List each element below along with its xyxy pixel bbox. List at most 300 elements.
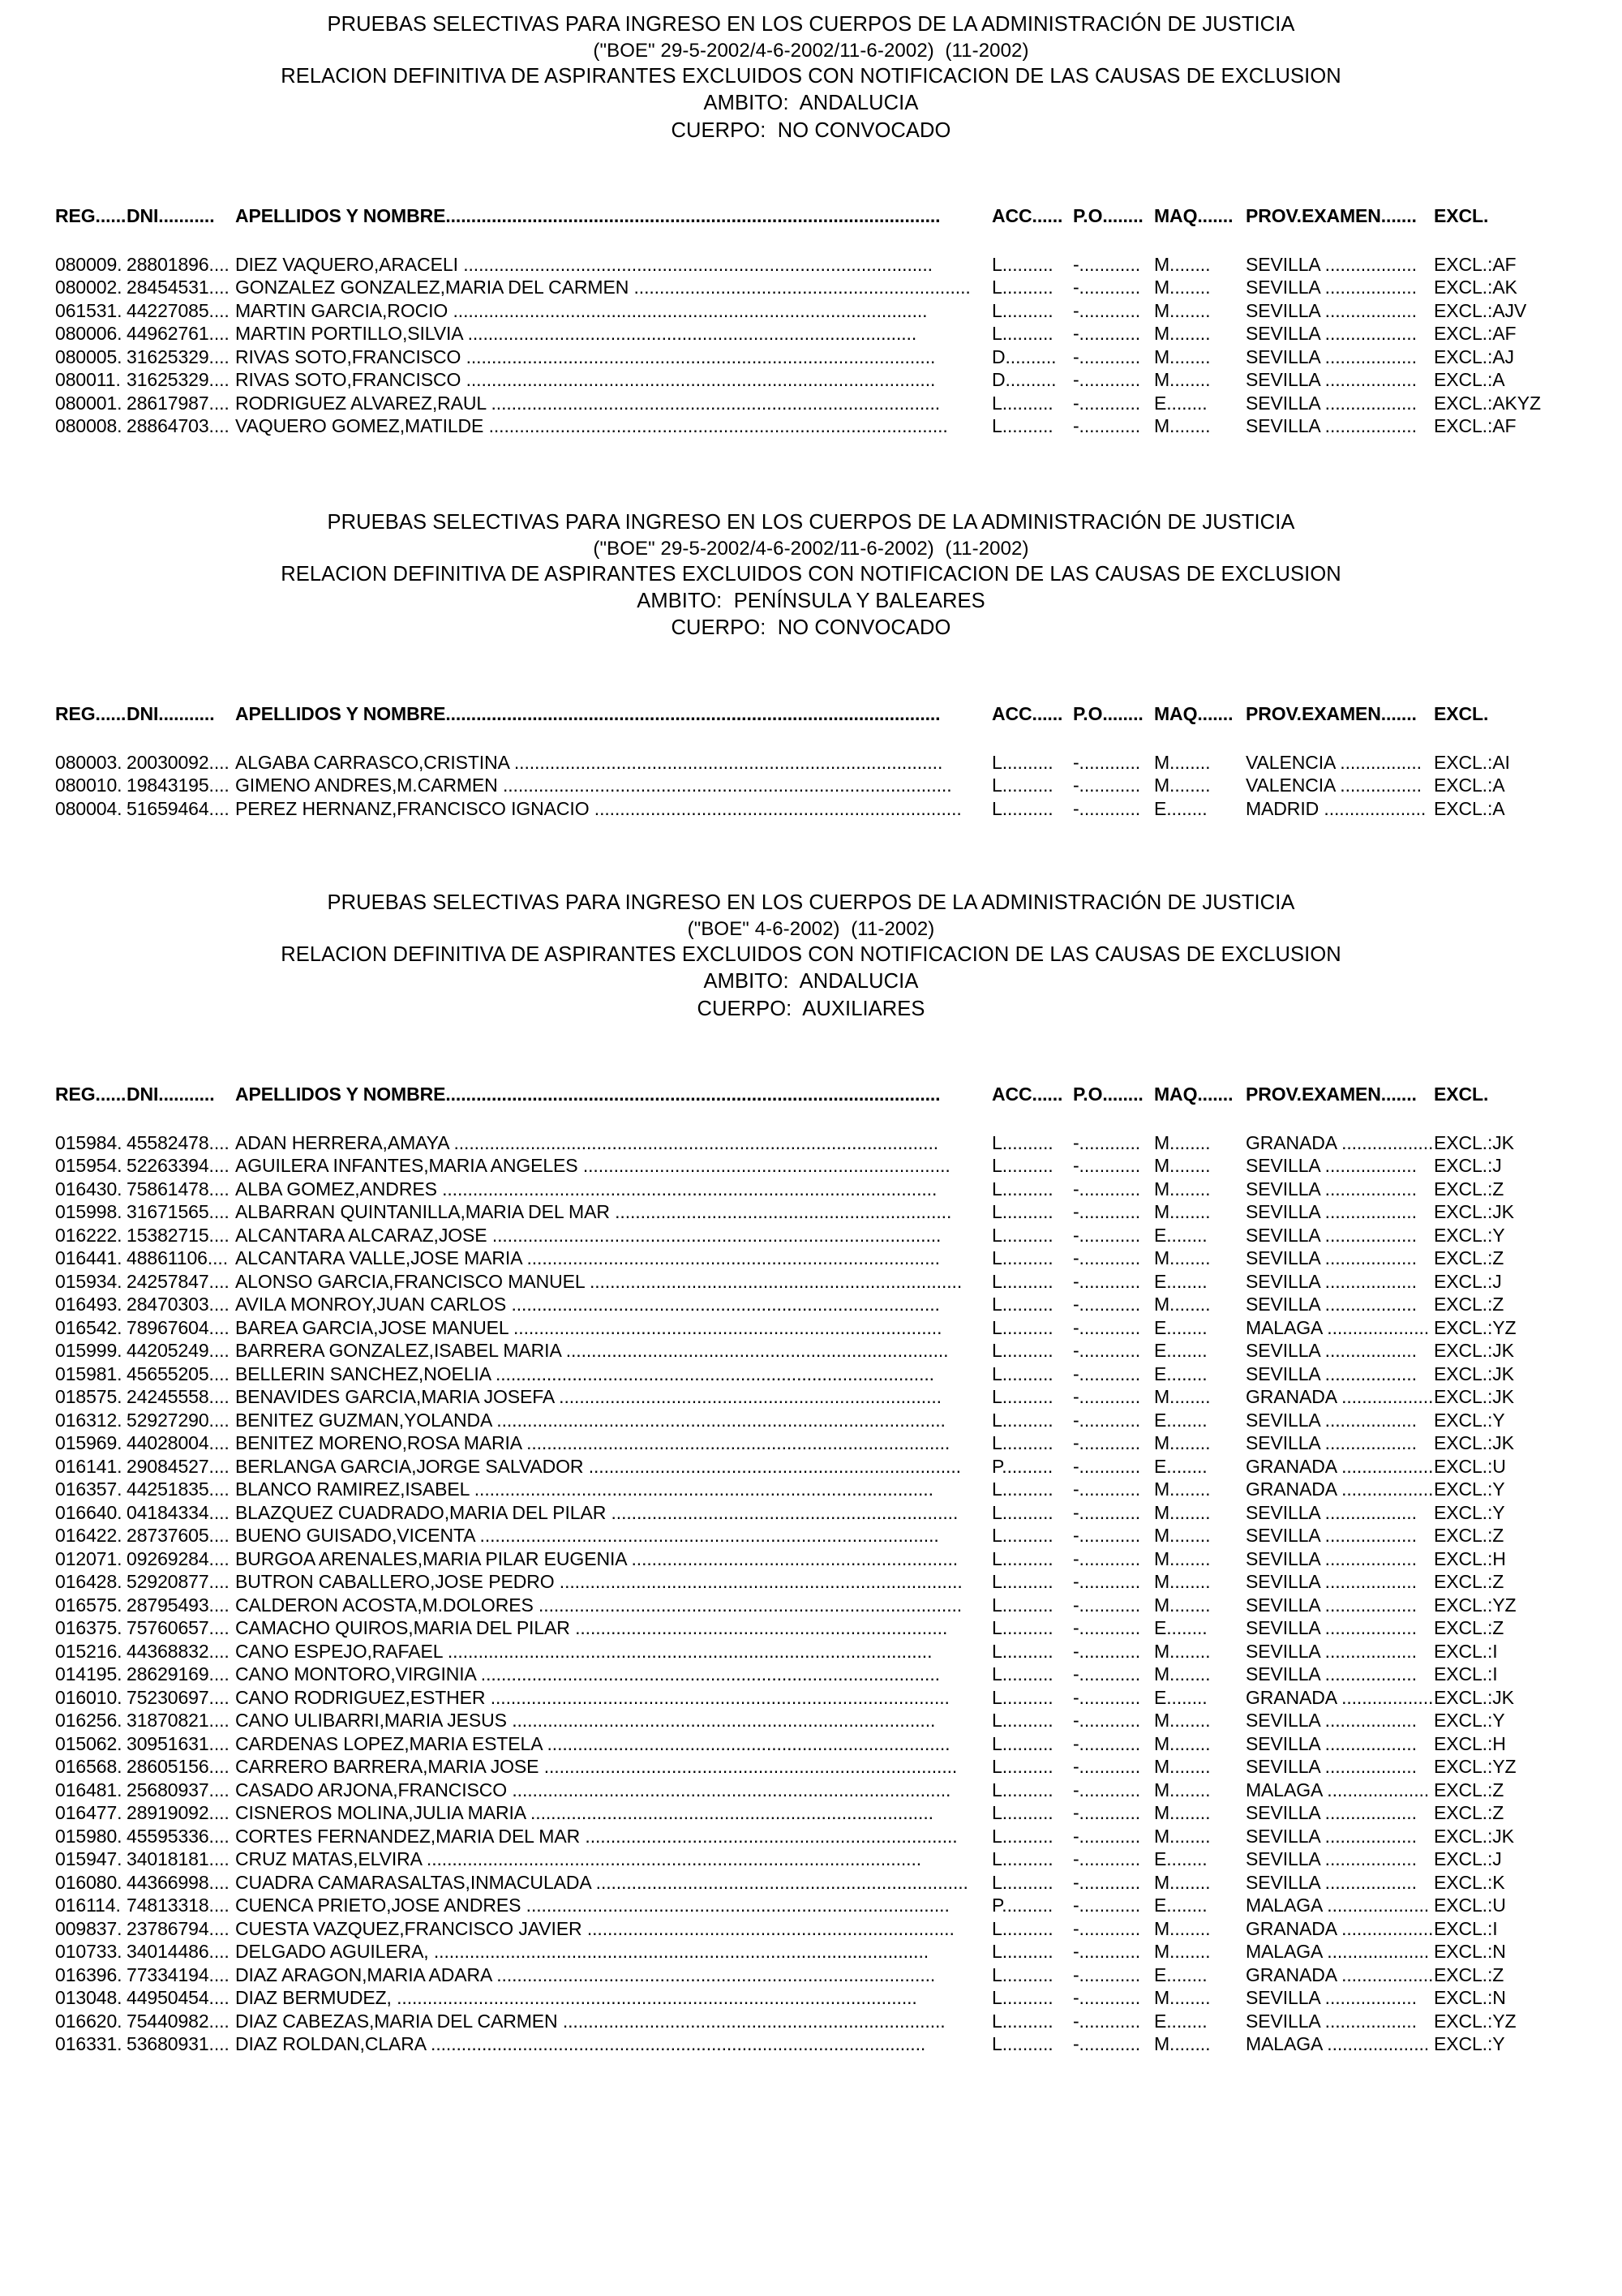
- cell-acc: P..........: [992, 1895, 1053, 1916]
- cell-dni: 31625329....: [127, 369, 230, 391]
- cell-nombre: DIAZ BERMUDEZ, ......................................................................................................: [235, 1987, 917, 2009]
- cell-excl: EXCL.:A: [1434, 775, 1505, 796]
- cell-maq: M........: [1154, 1201, 1211, 1223]
- cell-acc: L..........: [992, 415, 1053, 437]
- cell-reg: 014195.: [55, 1663, 122, 1685]
- table-row: [55, 1547, 1622, 1571]
- table-row: [55, 1594, 1622, 1617]
- cell-excl: EXCL.:JK: [1434, 1363, 1514, 1384]
- table-row: [55, 751, 1622, 775]
- cell-maq: M........: [1154, 1663, 1211, 1685]
- cell-dni: 44251835....: [127, 1478, 230, 1500]
- cell-excl: EXCL.:Z: [1434, 1779, 1504, 1800]
- cell-dni: 78967604....: [127, 1316, 230, 1338]
- cell-maq: E........: [1154, 1340, 1208, 1362]
- table-row: [55, 345, 1622, 369]
- cell-dni: 20030092....: [127, 751, 230, 773]
- cell-acc: L..........: [992, 1825, 1053, 1847]
- table-row: [55, 1640, 1622, 1663]
- cell-maq: M........: [1154, 751, 1211, 773]
- cell-dni: 28801896....: [127, 253, 230, 275]
- table-row: [55, 1385, 1622, 1409]
- cell-po: -............: [1073, 323, 1141, 345]
- cell-nombre: CALDERON ACOSTA,M.DOLORES ...................................................................................: [235, 1594, 963, 1616]
- cell-reg: 080001.: [55, 392, 122, 414]
- cell-po: -............: [1073, 1802, 1141, 1824]
- table-row: [55, 1570, 1622, 1594]
- cell-maq: E........: [1154, 1617, 1208, 1639]
- cell-nombre: BURGOA ARENALES,MARIA PILAR EUGENIA ................................................................: [235, 1547, 959, 1569]
- cell-excl: EXCL.:YZ: [1434, 1316, 1517, 1338]
- table-row: [55, 1963, 1622, 1987]
- cell-reg: 061531.: [55, 299, 122, 321]
- cell-reg: 018575.: [55, 1386, 122, 1408]
- cell-nombre: ALCANTARA VALLE,JOSE MARIA .................................................................................: [235, 1247, 940, 1269]
- cell-nombre: CUENCA PRIETO,JOSE ANDRES ...................................................................................: [235, 1895, 950, 1916]
- cell-po: -............: [1073, 1895, 1141, 1916]
- cell-nombre: RIVAS SOTO,FRANCISCO ............................................................................................: [235, 369, 936, 391]
- cell-nombre: BENITEZ GUZMAN,YOLANDA ........................................................................................: [235, 1409, 946, 1431]
- cell-prov: SEVILLA ..................: [1246, 392, 1417, 414]
- cell-reg: 015980.: [55, 1825, 122, 1847]
- cell-dni: 31870821....: [127, 1710, 230, 1732]
- cell-po: -............: [1073, 1732, 1141, 1754]
- cell-dni: 28795493....: [127, 1594, 230, 1616]
- cell-maq: M........: [1154, 1501, 1211, 1523]
- table-row: [55, 1686, 1622, 1710]
- cell-dni: 24245558....: [127, 1386, 230, 1408]
- cell-prov: SEVILLA ..................: [1246, 1155, 1417, 1177]
- cell-nombre: CUADRA CAMARASALTAS,INMACULADA .........................................................................: [235, 1871, 968, 1893]
- cell-excl: EXCL.:K: [1434, 1871, 1505, 1893]
- cell-excl: EXCL.:Z: [1434, 1571, 1504, 1593]
- cell-excl: EXCL.:AK: [1434, 277, 1517, 298]
- cell-maq: M........: [1154, 1571, 1211, 1593]
- cell-reg: 013048.: [55, 1987, 122, 2009]
- cell-nombre: ALBARRAN QUINTANILLA,MARIA DEL MAR ..................................................................: [235, 1201, 952, 1223]
- column-header-acc: ACC......: [992, 1083, 1063, 1105]
- cell-maq: M........: [1154, 1131, 1211, 1153]
- cell-nombre: RODRIGUEZ ALVAREZ,RAUL ........................................................................................: [235, 392, 941, 414]
- cell-prov: SEVILLA ..................: [1246, 1987, 1417, 2009]
- cell-nombre: ALGABA CARRASCO,CRISTINA ....................................................................................: [235, 751, 943, 773]
- cell-acc: L..........: [992, 1848, 1053, 1870]
- cell-reg: 016542.: [55, 1316, 122, 1338]
- cell-nombre: GIMENO ANDRES,M.CARMEN ........................................................................................: [235, 775, 952, 796]
- cell-maq: E........: [1154, 1409, 1208, 1431]
- cell-nombre: DIAZ CABEZAS,MARIA DEL CARMEN ...........................................................................: [235, 2010, 946, 2032]
- cell-po: -............: [1073, 345, 1141, 367]
- section-heading: [0, 890, 1622, 1023]
- cell-po: -............: [1073, 1270, 1141, 1292]
- cell-reg: 012071.: [55, 1547, 122, 1569]
- column-header-po: P.O........: [1073, 702, 1144, 724]
- cell-dni: 28454531....: [127, 277, 230, 298]
- cell-reg: 080011.: [55, 369, 121, 391]
- cell-maq: M........: [1154, 2033, 1211, 2055]
- cell-reg: 080009.: [55, 253, 122, 275]
- cell-maq: M........: [1154, 1155, 1211, 1177]
- cell-prov: SEVILLA ..................: [1246, 2010, 1417, 2032]
- cell-maq: M........: [1154, 775, 1211, 796]
- cell-excl: EXCL.:U: [1434, 1895, 1506, 1916]
- cell-prov: SEVILLA ..................: [1246, 1848, 1417, 1870]
- cell-dni: 52927290....: [127, 1409, 230, 1431]
- cell-maq: M........: [1154, 1432, 1211, 1454]
- cell-excl: EXCL.:AJ: [1434, 345, 1514, 367]
- cell-po: -............: [1073, 1340, 1141, 1362]
- cell-prov: SEVILLA ..................: [1246, 1178, 1417, 1199]
- cell-nombre: CORTES FERNANDEZ,MARIA DEL MAR .........................................................................: [235, 1825, 958, 1847]
- cell-prov: GRANADA ..................: [1246, 1455, 1434, 1477]
- cell-excl: EXCL.:AF: [1434, 415, 1517, 437]
- cell-reg: 015984.: [55, 1131, 122, 1153]
- heading-line-1: PRUEBAS SELECTIVAS PARA INGRESO EN LOS CUERPOS DE LA ADMINISTRACIÓN DE JUSTICIA: [327, 510, 1295, 534]
- cell-prov: SEVILLA ..................: [1246, 1525, 1417, 1547]
- cell-po: -............: [1073, 1224, 1141, 1246]
- cell-prov: SEVILLA ..................: [1246, 1756, 1417, 1778]
- table-row: [55, 299, 1622, 323]
- heading-line-3: RELACION DEFINITIVA DE ASPIRANTES EXCLUIDOS CON NOTIFICACION DE LAS CAUSAS DE EXCLUSION: [281, 563, 1341, 586]
- document-section: [0, 509, 1622, 890]
- cell-acc: L..........: [992, 1802, 1053, 1824]
- cell-reg: 080004.: [55, 797, 122, 819]
- cell-excl: EXCL.:JK: [1434, 1432, 1514, 1454]
- column-header-row: [55, 1083, 1622, 1107]
- cell-maq: M........: [1154, 1987, 1211, 2009]
- cell-prov: MADRID ....................: [1246, 797, 1427, 819]
- column-header-maq: MAQ.......: [1154, 204, 1234, 226]
- cell-dni: 28737605....: [127, 1525, 230, 1547]
- cell-nombre: BERLANGA GARCIA,JORGE SALVADOR .........................................................................: [235, 1455, 961, 1477]
- column-header-reg: REG......: [55, 1083, 127, 1105]
- cell-acc: L..........: [992, 1270, 1053, 1292]
- cell-po: -............: [1073, 1409, 1141, 1431]
- cell-reg: 080005.: [55, 345, 122, 367]
- cell-excl: EXCL.:J: [1434, 1270, 1502, 1292]
- cell-po: -............: [1073, 1386, 1141, 1408]
- cell-dni: 34018181....: [127, 1848, 230, 1870]
- cell-reg: 016430.: [55, 1178, 122, 1199]
- cell-dni: 75760657....: [127, 1617, 230, 1639]
- cell-po: -............: [1073, 369, 1141, 391]
- cell-prov: SEVILLA ..................: [1246, 1802, 1417, 1824]
- cell-reg: 016357.: [55, 1478, 122, 1500]
- cell-nombre: CISNEROS MOLINA,JULIA MARIA ...............................................................................: [235, 1802, 933, 1824]
- cell-reg: 016256.: [55, 1710, 122, 1732]
- cell-prov: SEVILLA ..................: [1246, 1594, 1417, 1616]
- cell-po: -............: [1073, 1987, 1141, 2009]
- cell-acc: L..........: [992, 1363, 1053, 1384]
- cell-maq: M........: [1154, 1525, 1211, 1547]
- cell-acc: L..........: [992, 1987, 1053, 2009]
- cell-nombre: CARDENAS LOPEZ,MARIA ESTELA ...............................................................................: [235, 1732, 950, 1754]
- cell-nombre: CUESTA VAZQUEZ,FRANCISCO JAVIER ........................................................................: [235, 1917, 955, 1939]
- cell-excl: EXCL.:AI: [1434, 751, 1510, 773]
- cell-prov: SEVILLA ..................: [1246, 1710, 1417, 1732]
- cell-po: -............: [1073, 392, 1141, 414]
- column-header-prov: PROV.EXAMEN.......: [1246, 702, 1417, 724]
- aspirantes-table: [55, 1131, 1622, 2056]
- cell-acc: L..........: [992, 1316, 1053, 1338]
- table-row: [55, 1131, 1622, 1155]
- cell-reg: 016481.: [55, 1779, 122, 1800]
- cell-nombre: ALCANTARA ALCARAZ,JOSE ........................................................................................: [235, 1224, 942, 1246]
- cell-maq: M........: [1154, 1294, 1211, 1315]
- cell-prov: SEVILLA ..................: [1246, 1825, 1417, 1847]
- cell-acc: L..........: [992, 775, 1053, 796]
- cell-acc: L..........: [992, 1732, 1053, 1754]
- table-row: [55, 1363, 1622, 1386]
- cell-dni: 44962761....: [127, 323, 230, 345]
- cell-reg: 015981.: [55, 1363, 122, 1384]
- cell-dni: 24257847....: [127, 1270, 230, 1292]
- cell-acc: L..........: [992, 1571, 1053, 1593]
- heading-line-4: AMBITO: ANDALUCIA: [703, 970, 919, 994]
- cell-po: -............: [1073, 1663, 1141, 1685]
- cell-reg: 080010.: [55, 775, 122, 796]
- column-header-prov: PROV.EXAMEN.......: [1246, 1083, 1417, 1105]
- cell-excl: EXCL.:YZ: [1434, 1594, 1517, 1616]
- cell-dni: 28864703....: [127, 415, 230, 437]
- cell-excl: EXCL.:YZ: [1434, 1756, 1517, 1778]
- cell-maq: M........: [1154, 1640, 1211, 1662]
- cell-nombre: VAQUERO GOMEZ,MATILDE ..........................................................................................: [235, 415, 948, 437]
- cell-excl: EXCL.:Z: [1434, 1963, 1504, 1985]
- cell-po: -............: [1073, 1131, 1141, 1153]
- cell-dni: 25680937....: [127, 1779, 230, 1800]
- cell-reg: 016010.: [55, 1686, 122, 1708]
- cell-po: -............: [1073, 1917, 1141, 1939]
- cell-acc: L..........: [992, 1594, 1053, 1616]
- cell-acc: L..........: [992, 1178, 1053, 1199]
- column-header-prov: PROV.EXAMEN.......: [1246, 204, 1417, 226]
- table-row: [55, 392, 1622, 415]
- cell-dni: 44227085....: [127, 299, 230, 321]
- cell-po: -............: [1073, 1941, 1141, 1963]
- cell-maq: M........: [1154, 1547, 1211, 1569]
- cell-reg: 016568.: [55, 1756, 122, 1778]
- table-row: [55, 1663, 1622, 1686]
- column-header-dni: DNI...........: [127, 204, 215, 226]
- cell-excl: EXCL.:JK: [1434, 1686, 1514, 1708]
- table-row: [55, 1524, 1622, 1547]
- table-row: [55, 1293, 1622, 1316]
- cell-dni: 44950454....: [127, 1987, 230, 2009]
- table-row: [55, 414, 1622, 438]
- cell-dni: 48861106....: [127, 1247, 228, 1269]
- cell-maq: M........: [1154, 299, 1211, 321]
- cell-acc: L..........: [992, 2010, 1053, 2032]
- column-header-acc: ACC......: [992, 204, 1063, 226]
- cell-prov: GRANADA ..................: [1246, 1478, 1434, 1500]
- cell-dni: 30951631....: [127, 1732, 230, 1754]
- cell-prov: SEVILLA ..................: [1246, 345, 1417, 367]
- table-row: [55, 1801, 1622, 1825]
- cell-acc: L..........: [992, 1779, 1053, 1800]
- cell-excl: EXCL.:JK: [1434, 1340, 1514, 1362]
- cell-po: -............: [1073, 2010, 1141, 2032]
- cell-maq: E........: [1154, 1363, 1208, 1384]
- cell-nombre: CRUZ MATAS,ELVIRA .................................................................................................: [235, 1848, 922, 1870]
- cell-prov: SEVILLA ..................: [1246, 1432, 1417, 1454]
- cell-po: -............: [1073, 1871, 1141, 1893]
- column-header-nombre: APELLIDOS Y NOMBRE.................................................................................................: [235, 1083, 941, 1105]
- cell-prov: SEVILLA ..................: [1246, 1640, 1417, 1662]
- column-header-reg: REG......: [55, 204, 127, 226]
- cell-po: -............: [1073, 1294, 1141, 1315]
- cell-po: -............: [1073, 1178, 1141, 1199]
- cell-prov: SEVILLA ..................: [1246, 1409, 1417, 1431]
- cell-excl: EXCL.:A: [1434, 369, 1505, 391]
- cell-acc: L..........: [992, 1941, 1053, 1963]
- cell-reg: 016312.: [55, 1409, 122, 1431]
- cell-dni: 44028004....: [127, 1432, 230, 1454]
- cell-acc: L..........: [992, 1663, 1053, 1685]
- cell-po: -............: [1073, 1710, 1141, 1732]
- cell-acc: L..........: [992, 1201, 1053, 1223]
- aspirantes-table: [55, 751, 1622, 821]
- cell-prov: GRANADA ..................: [1246, 1917, 1434, 1939]
- cell-nombre: ALBA GOMEZ,ANDRES .................................................................................................: [235, 1178, 938, 1199]
- cell-reg: 016396.: [55, 1963, 122, 1985]
- table-row: [55, 1339, 1622, 1363]
- cell-reg: 016620.: [55, 2010, 122, 2032]
- cell-maq: M........: [1154, 1825, 1211, 1847]
- cell-po: -............: [1073, 253, 1141, 275]
- table-row: [55, 797, 1622, 821]
- cell-acc: L..........: [992, 277, 1053, 298]
- table-row: [55, 1409, 1622, 1432]
- cell-excl: EXCL.:JK: [1434, 1386, 1514, 1408]
- cell-reg: 016441.: [55, 1247, 122, 1269]
- cell-nombre: CASADO ARJONA,FRANCISCO ......................................................................................: [235, 1779, 951, 1800]
- cell-dni: 28629169....: [127, 1663, 230, 1685]
- cell-acc: L..........: [992, 1131, 1053, 1153]
- cell-po: -............: [1073, 751, 1141, 773]
- cell-excl: EXCL.:A: [1434, 797, 1505, 819]
- cell-reg: 016375.: [55, 1617, 122, 1639]
- heading-line-4: AMBITO: ANDALUCIA: [703, 92, 919, 115]
- cell-acc: P..........: [992, 1455, 1053, 1477]
- cell-prov: GRANADA ..................: [1246, 1131, 1434, 1153]
- cell-maq: M........: [1154, 277, 1211, 298]
- cell-acc: L..........: [992, 1224, 1053, 1246]
- column-header-acc: ACC......: [992, 702, 1063, 724]
- cell-reg: 016222.: [55, 1224, 122, 1246]
- cell-acc: L..........: [992, 1294, 1053, 1315]
- table-row: [55, 1178, 1622, 1201]
- cell-prov: SEVILLA ..................: [1246, 277, 1417, 298]
- cell-reg: 016080.: [55, 1871, 122, 1893]
- cell-excl: EXCL.:Z: [1434, 1178, 1504, 1199]
- cell-nombre: CANO ESPEJO,RAFAEL ...............................................................................................: [235, 1640, 933, 1662]
- cell-prov: SEVILLA ..................: [1246, 1547, 1417, 1569]
- cell-reg: 015998.: [55, 1201, 122, 1223]
- cell-nombre: BAREA GARCIA,JOSE MANUEL ....................................................................................: [235, 1316, 942, 1338]
- table-row: [55, 2010, 1622, 2033]
- column-header-nombre: APELLIDOS Y NOMBRE.................................................................................................: [235, 204, 941, 226]
- cell-nombre: BUENO GUISADO,VICENTA ..........................................................................................: [235, 1525, 939, 1547]
- cell-excl: EXCL.:JK: [1434, 1825, 1514, 1847]
- cell-nombre: BARRERA GONZALEZ,ISABEL MARIA ...........................................................................: [235, 1340, 949, 1362]
- cell-reg: 016640.: [55, 1501, 122, 1523]
- table-row: [55, 322, 1622, 345]
- cell-excl: EXCL.:H: [1434, 1732, 1506, 1754]
- column-header-po: P.O........: [1073, 204, 1144, 226]
- cell-po: -............: [1073, 775, 1141, 796]
- column-header-po: P.O........: [1073, 1083, 1144, 1105]
- cell-acc: D..........: [992, 345, 1057, 367]
- cell-nombre: CANO MONTORO,VIRGINIA ..........................................................................................: [235, 1663, 940, 1685]
- cell-dni: 77334194....: [127, 1963, 230, 1985]
- cell-nombre: ALONSO GARCIA,FRANCISCO MANUEL .........................................................................: [235, 1270, 963, 1292]
- cell-reg: 016422.: [55, 1525, 122, 1547]
- cell-excl: EXCL.:Z: [1434, 1294, 1504, 1315]
- table-row: [55, 1224, 1622, 1247]
- cell-reg: 015934.: [55, 1270, 122, 1292]
- cell-prov: MALAGA ....................: [1246, 1779, 1430, 1800]
- column-header-dni: DNI...........: [127, 1083, 215, 1105]
- table-row: [55, 1154, 1622, 1178]
- cell-dni: 19843195....: [127, 775, 230, 796]
- cell-maq: M........: [1154, 1941, 1211, 1963]
- cell-prov: SEVILLA ..................: [1246, 1224, 1417, 1246]
- cell-prov: SEVILLA ..................: [1246, 1501, 1417, 1523]
- cell-po: -............: [1073, 1779, 1141, 1800]
- table-row: [55, 1270, 1622, 1294]
- cell-acc: L..........: [992, 1963, 1053, 1985]
- cell-nombre: MARTIN GARCIA,ROCIO .............................................................................................: [235, 299, 928, 321]
- cell-prov: VALENCIA ................: [1246, 751, 1422, 773]
- cell-excl: EXCL.:Y: [1434, 1224, 1505, 1246]
- table-row: [55, 1200, 1622, 1224]
- cell-po: -............: [1073, 1686, 1141, 1708]
- cell-acc: L..........: [992, 1871, 1053, 1893]
- cell-acc: L..........: [992, 1432, 1053, 1454]
- cell-dni: 28617987....: [127, 392, 230, 414]
- cell-maq: E........: [1154, 1270, 1208, 1292]
- cell-excl: EXCL.:Z: [1434, 1525, 1504, 1547]
- cell-maq: E........: [1154, 1316, 1208, 1338]
- cell-maq: M........: [1154, 1478, 1211, 1500]
- cell-dni: 31625329....: [127, 345, 230, 367]
- cell-excl: EXCL.:YZ: [1434, 2010, 1517, 2032]
- cell-excl: EXCL.:I: [1434, 1640, 1498, 1662]
- cell-excl: EXCL.:Y: [1434, 1478, 1505, 1500]
- cell-nombre: BUTRON CABALLERO,JOSE PEDRO ...............................................................................: [235, 1571, 963, 1593]
- cell-excl: EXCL.:U: [1434, 1455, 1506, 1477]
- cell-excl: EXCL.:Z: [1434, 1802, 1504, 1824]
- cell-dni: 28605156....: [127, 1756, 230, 1778]
- cell-po: -............: [1073, 1617, 1141, 1639]
- table-row: [55, 1316, 1622, 1340]
- table-row: [55, 368, 1622, 392]
- cell-po: -............: [1073, 1247, 1141, 1269]
- cell-acc: L..........: [992, 1501, 1053, 1523]
- column-header-excl: EXCL.: [1434, 1083, 1489, 1105]
- table-row: [55, 1917, 1622, 1941]
- heading-line-5: CUERPO: NO CONVOCADO: [671, 616, 951, 640]
- cell-maq: E........: [1154, 2010, 1208, 2032]
- cell-reg: 080002.: [55, 277, 122, 298]
- table-row: [55, 1478, 1622, 1501]
- cell-dni: 52263394....: [127, 1155, 230, 1177]
- cell-reg: 015969.: [55, 1432, 122, 1454]
- cell-maq: M........: [1154, 415, 1211, 437]
- cell-reg: 080006.: [55, 323, 122, 345]
- cell-maq: E........: [1154, 1686, 1208, 1708]
